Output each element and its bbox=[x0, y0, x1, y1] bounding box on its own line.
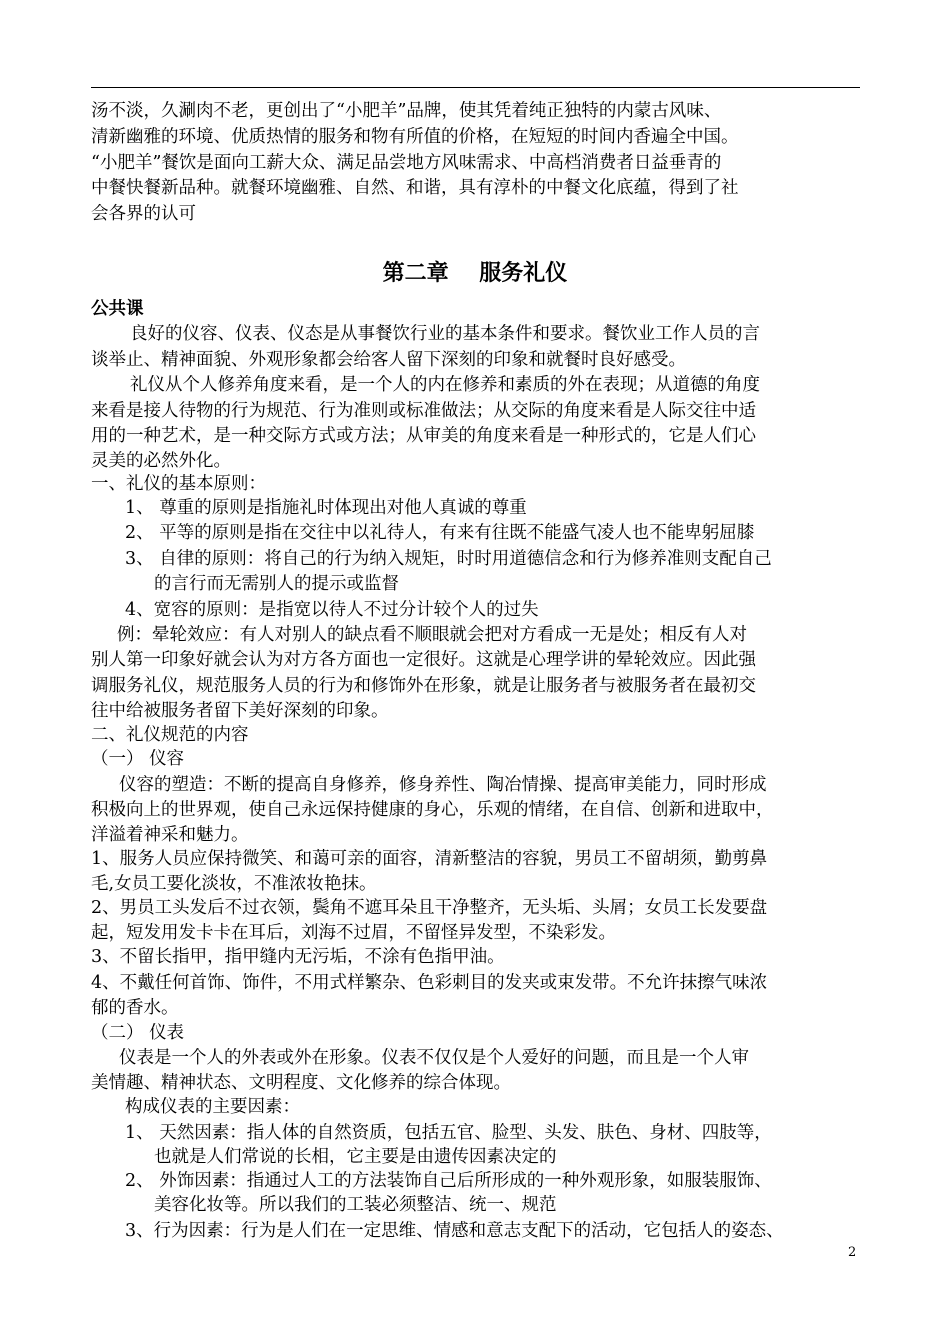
list-item: 1、 天然因素：指人体的自然资质，包括五官、脸型、头发、肤色、身材、四肢等， bbox=[125, 1123, 772, 1143]
chapter-title: 第二章 服务礼仪 bbox=[382, 261, 568, 286]
body-line: 3、不留长指甲，指甲缝内无污垢，不涂有色指甲油。 bbox=[91, 947, 505, 967]
body-line: 礼仪从个人修养角度来看，是一个人的内在修养和素质的外在表现；从道德的角度 bbox=[130, 375, 760, 395]
intro-line: 会各界的认可 bbox=[91, 204, 196, 224]
heading-line: 二、礼仪规范的内容 bbox=[91, 725, 249, 745]
body-line: 灵美的必然外化。 bbox=[91, 451, 231, 471]
intro-line: 清新幽雅的环境、优质热情的服务和物有所值的价格，在短短的时间内香遍全中国。 bbox=[91, 127, 739, 147]
body-line: 构成仪表的主要因素： bbox=[125, 1097, 300, 1117]
body-line: 2、男员工头发后不过衣领，鬓角不遮耳朵且干净整齐，无头垢、头屑；女员工长发要盘 bbox=[91, 898, 768, 918]
body-line: 1、服务人员应保持微笑、和蔼可亲的面容，清新整洁的容貌，男员工不留胡须，勤剪鼻 bbox=[91, 849, 768, 869]
body-line: 用的一种艺术，是一种交际方式或方法；从审美的角度来看是一种形式的，它是人们心 bbox=[91, 426, 756, 446]
subheading-line: （一） 仪容 bbox=[91, 749, 185, 769]
intro-line: “小肥羊”餐饮是面向工薪大众、满足品尝地方风味需求、中高档消费者日益垂青的 bbox=[91, 153, 722, 173]
intro-line: 中餐快餐新品种。就餐环境幽雅、自然、和谐，具有淳朴的中餐文化底蕴，得到了社 bbox=[91, 178, 739, 198]
list-item-cont: 美容化妆等。所以我们的工装必须整洁、统一、规范 bbox=[154, 1195, 557, 1215]
list-item-cont: 的言行而无需别人的提示或监督 bbox=[154, 574, 399, 594]
list-item-cont: 也就是人们常说的长相，它主要是由遗传因素决定的 bbox=[154, 1147, 557, 1167]
page-number: 2 bbox=[848, 1245, 857, 1260]
list-item: 3、行为因素：行为是人们在一定思维、情感和意志支配下的活动，它包括人的姿态、 bbox=[125, 1221, 784, 1241]
body-line: 洋溢着神采和魅力。 bbox=[91, 825, 249, 845]
body-line: 例：晕轮效应：有人对别人的缺点看不顺眼就会把对方看成一无是处；相反有人对 bbox=[117, 625, 747, 645]
body-line: 良好的仪容、仪表、仪态是从事餐饮行业的基本条件和要求。餐饮业工作人员的言 bbox=[130, 324, 760, 344]
list-item: 2、 平等的原则是指在交往中以礼待人，有来有往既不能盛气凌人也不能卑躬屈膝 bbox=[125, 523, 755, 543]
body-line: 往中给被服务者留下美好深刻的印象。 bbox=[91, 701, 389, 721]
list-item: 3、 自律的原则：将自己的行为纳入规矩，时时用道德信念和行为修养准则支配自己 bbox=[125, 549, 772, 569]
body-line: 仪表是一个人的外表或外在形象。仪表不仅仅是个人爱好的问题，而且是一个人审 bbox=[119, 1048, 749, 1068]
body-line: 郁的香水。 bbox=[91, 998, 179, 1018]
subheading-line: （二） 仪表 bbox=[91, 1023, 185, 1043]
body-line: 积极向上的世界观，使自己永远保持健康的身心，乐观的情绪，在自信、创新和进取中， bbox=[91, 800, 774, 820]
body-line: 毛,女员工要化淡妆，不准浓妆艳抹。 bbox=[91, 874, 377, 894]
body-line: 谈举止、精神面貌、外观形象都会给客人留下深刻的印象和就餐时良好感受。 bbox=[91, 350, 686, 370]
body-line: 调服务礼仪，规范服务人员的行为和修饰外在形象，就是让服务者与被服务者在最初交 bbox=[91, 676, 756, 696]
heading-line: 一、礼仪的基本原则： bbox=[91, 474, 266, 494]
intro-line: 汤不淡，久涮肉不老，更创出了“小肥羊”品牌，使其凭着纯正独特的内蒙古风味、 bbox=[91, 101, 722, 121]
section-label: 公共课 bbox=[91, 299, 144, 319]
list-item: 1、 尊重的原则是指施礼时体现出对他人真诚的尊重 bbox=[125, 498, 527, 518]
body-line: 起，短发用发卡卡在耳后，刘海不过眉，不留怪异发型，不染彩发。 bbox=[91, 923, 616, 943]
body-line: 仪容的塑造：不断的提高自身修养，修身养性、陶冶情操、提高审美能力，同时形成 bbox=[119, 775, 767, 795]
header-rule bbox=[91, 87, 860, 88]
body-line: 别人第一印象好就会认为对方各方面也一定很好。这就是心理学讲的晕轮效应。因此强 bbox=[91, 650, 756, 670]
list-item: 4、宽容的原则：是指宽以待人不过分计较个人的过失 bbox=[125, 600, 539, 620]
body-line: 美情趣、精神状态、文明程度、文化修养的综合体现。 bbox=[91, 1073, 511, 1093]
body-line: 4、不戴任何首饰、饰件，不用式样繁杂、色彩刺目的发夹或束发带。不允许抹擦气味浓 bbox=[91, 973, 768, 993]
list-item: 2、 外饰因素：指通过人工的方法装饰自己后所形成的一种外观形象，如服装服饰、 bbox=[125, 1171, 772, 1191]
body-line: 来看是接人待物的行为规范、行为准则或标准做法；从交际的角度来看是人际交往中适 bbox=[91, 401, 756, 421]
